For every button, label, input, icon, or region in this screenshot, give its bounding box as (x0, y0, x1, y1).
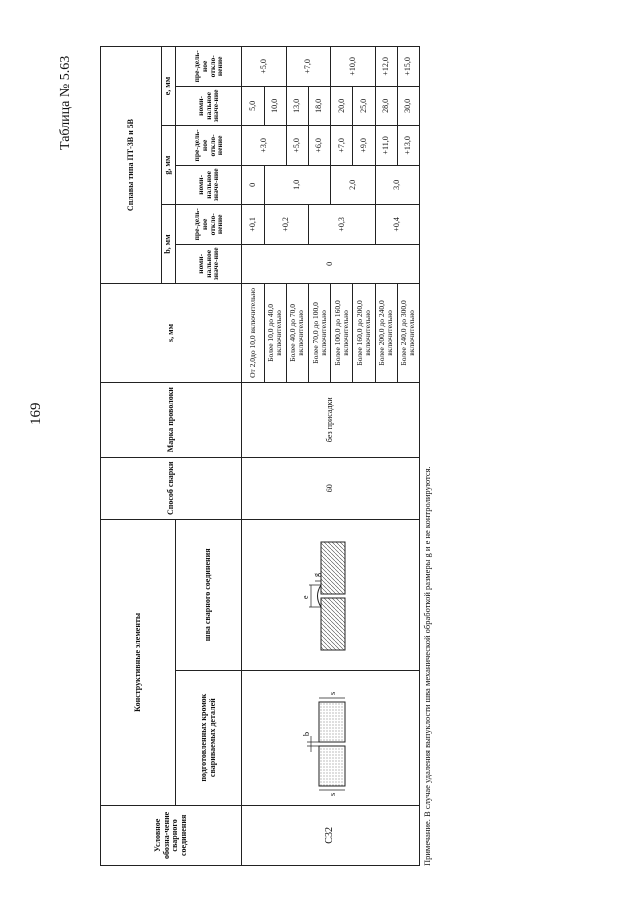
s-range-cell: Более 100,0 до 160,0 включительно (331, 284, 353, 383)
e-deviation-cell: +12,0 (375, 47, 397, 87)
welding-table-sheet (100, 46, 432, 866)
s-range-cell: От 2,0до 10,0 включительно (242, 284, 264, 383)
g-nominal-cell: 0 (242, 165, 264, 204)
method-cell: 60 (242, 457, 420, 519)
welding-table (100, 46, 420, 866)
b-deviation-cell: +0,4 (375, 205, 419, 244)
g-deviation-cell: +11,0 (375, 126, 397, 165)
s-header: s, мм (101, 284, 242, 383)
e-deviation-header: пре-дель-ное откло-нение (175, 47, 242, 87)
e-deviation-cell: +7,0 (286, 47, 330, 87)
b-dim-label: b (302, 731, 312, 736)
prepared-edges-drawing (242, 670, 420, 805)
g-deviation-cell: +13,0 (397, 126, 419, 165)
g-deviation-header: пре-дель-ное откло-нение (175, 126, 242, 165)
b-deviation-cell: +0,3 (308, 205, 375, 244)
weld-reinforcement (318, 585, 322, 607)
s-range-cell: Более 200,0 до 240,0 включительно (375, 284, 397, 383)
b-header: b, мм (161, 205, 175, 284)
e-nominal-cell: 10,0 (264, 86, 286, 125)
b-deviation-header: пре-дель-ное откло-нение (175, 205, 242, 244)
s-range-cell: Более 70,0 до 100,0 включительно (308, 284, 330, 383)
e-nominal-cell: 25,0 (353, 86, 375, 125)
wire-header: Марка проволоки (101, 382, 242, 457)
b-nominal-cell: 0 (242, 244, 420, 283)
s-range-cell: Более 10,0 до 40,0 включительно (264, 284, 286, 383)
weld-seam-drawing (242, 519, 420, 670)
e-nominal-cell: 20,0 (331, 86, 353, 125)
e-nominal-cell: 18,0 (308, 86, 330, 125)
left-plate (319, 746, 345, 786)
g-deviation-cell: +5,0 (286, 126, 308, 165)
seam-left-plate (321, 598, 345, 650)
g-deviation-cell: +3,0 (242, 126, 286, 165)
b-deviation-cell: +0,2 (264, 205, 308, 244)
g-deviation-cell: +6,0 (308, 126, 330, 165)
s-range-cell: Более 40,0 до 70,0 включительно (286, 284, 308, 383)
e-header: e, мм (161, 47, 175, 126)
g-nominal-cell: 2,0 (331, 165, 375, 204)
b-nominal-header: номи-нальное значе-ние (175, 244, 242, 283)
b-deviation-cell: +0,1 (242, 205, 264, 244)
e-deviation-cell: +15,0 (397, 47, 419, 87)
designation-header: Условное обозна-чение сварного соединения (101, 805, 242, 865)
s-dim-label-left: s (328, 792, 338, 796)
method-header: Способ сварки (101, 457, 242, 519)
wire-cell: без присадки (242, 382, 420, 457)
designation-cell: С32 (242, 805, 420, 865)
right-plate (319, 702, 345, 742)
g-dim-label: g (312, 572, 322, 577)
prepared-edges-header: подготовленных кромок свариваемых деталей (175, 670, 242, 805)
e-nominal-cell: 28,0 (375, 86, 397, 125)
e-nominal-cell: 5,0 (242, 86, 264, 125)
edges-sketch (299, 678, 359, 798)
s-dim-label-right: s (328, 691, 338, 695)
g-deviation-cell: +9,0 (353, 126, 375, 165)
g-header: g, мм (161, 126, 175, 205)
e-deviation-cell: +10,0 (331, 47, 375, 87)
weld-seam-header: шва сварного соединения (175, 519, 242, 670)
page-number: 169 (28, 402, 44, 425)
s-range-cell: Более 160,0 до 200,0 включительно (353, 284, 375, 383)
g-nominal-cell: 1,0 (264, 165, 331, 204)
e-nominal-header: номи-нальное значе-ние (175, 86, 242, 125)
alloys-header: Сплавы типа ПТ-3В и 5В (101, 47, 162, 284)
g-nominal-cell: 3,0 (375, 165, 419, 204)
seam-sketch (299, 525, 359, 665)
e-dim-label: e (301, 595, 311, 599)
e-nominal-cell: 30,0 (397, 86, 419, 125)
footnote: Примечание. В случае удаления выпуклости шва механической обработкой размеры g и e не контролируются. (422, 466, 432, 866)
elements-group-header: Конструктивные элементы (101, 519, 176, 805)
table-title: Таблица № 5.63 (58, 55, 73, 150)
e-deviation-cell: +5,0 (242, 47, 286, 87)
s-range-cell: Более 240,0 до 300,0 включительно (397, 284, 419, 383)
g-nominal-header: номи-нальное значе-ние (175, 165, 242, 204)
seam-right-plate (321, 542, 345, 594)
e-nominal-cell: 13,0 (286, 86, 308, 125)
g-deviation-cell: +7,0 (331, 126, 353, 165)
